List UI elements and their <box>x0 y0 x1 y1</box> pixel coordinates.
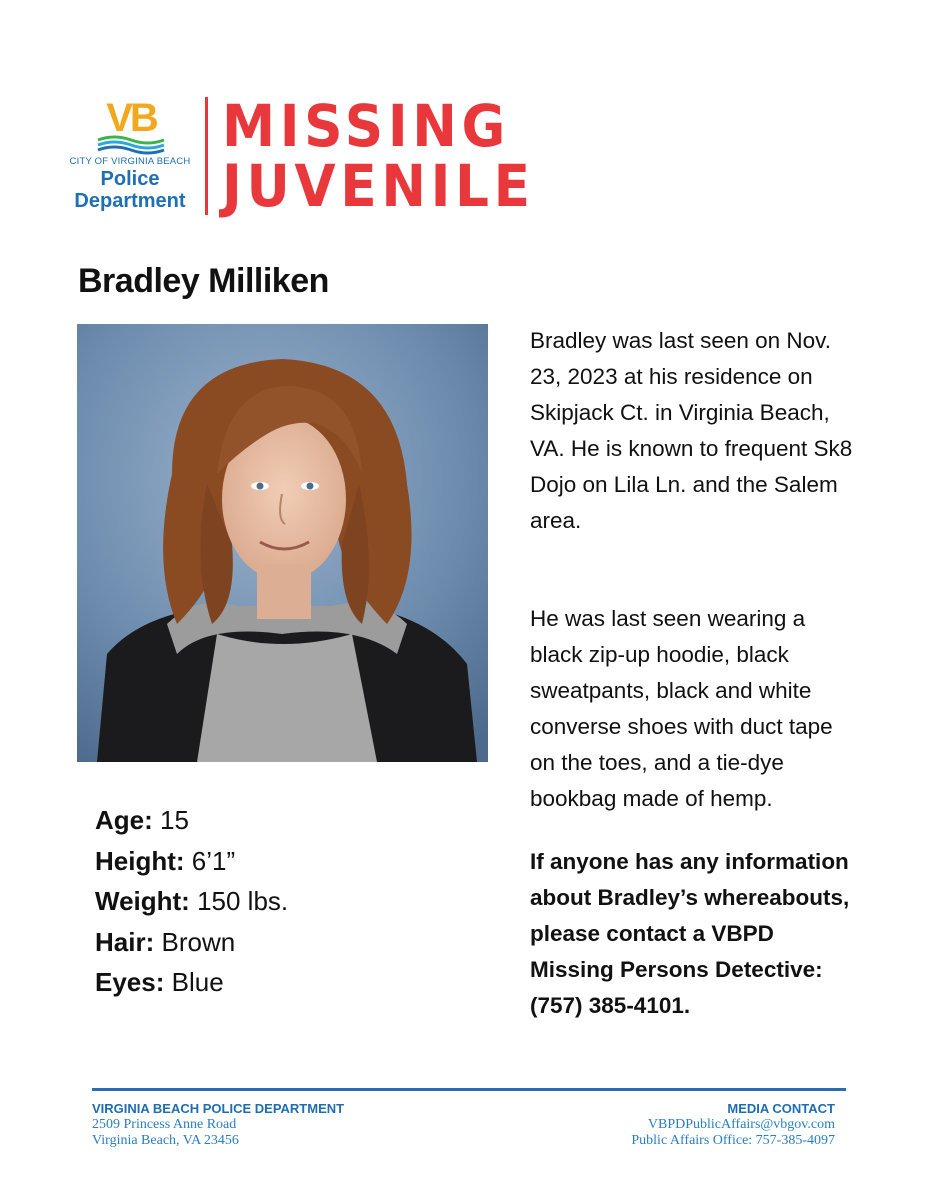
footer-phone: Public Affairs Office: 757-385-4097 <box>631 1133 835 1148</box>
contact-paragraph: If anyone has any information about Bradley’s whereabouts, please contact a VBPD Missing Persons Detective: (757) 385-4101. <box>530 849 850 1018</box>
clothing-paragraph: He was last seen wearing a black zip-up hoodie, black sweatpants, black and white converse shoes with duct tape on the toes, and a tie-dye bookbag made of hemp. <box>530 606 833 811</box>
footer-street: 2509 Princess Anne Road <box>92 1117 237 1132</box>
person-name: Bradley Milliken <box>78 262 329 300</box>
stat-label: Height: <box>95 845 185 876</box>
last-seen-paragraph: Bradley was last seen on Nov. 23, 2023 at his residence on Skipjack Ct. in Virginia Beach, VA. He is known to frequent Sk8 Dojo on Lila Ln. and the Salem area. <box>530 328 853 533</box>
stat-label: Eyes: <box>95 967 165 997</box>
logo-police-text: Police <box>100 168 160 190</box>
stat-value: 150 lbs. <box>197 886 289 916</box>
stats-list <box>95 800 425 1003</box>
footer-rule <box>92 1088 846 1091</box>
stat-value: 6’1” <box>191 845 236 876</box>
footer-dept-title: VIRGINIA BEACH POLICE DEPARTMENT <box>92 1101 345 1116</box>
stat-label: Age: <box>95 805 153 835</box>
footer-media-title: MEDIA CONTACT <box>727 1101 835 1116</box>
footer-media-contact <box>631 1101 835 1149</box>
stat-label: Hair: <box>95 926 155 957</box>
stat-label: Weight: <box>95 886 190 916</box>
vb-mark <box>96 98 166 154</box>
stat-value: 15 <box>160 805 189 835</box>
person-photo <box>77 324 488 762</box>
stat-height <box>95 841 425 882</box>
header-divider <box>205 97 208 215</box>
headline-juvenile: JUVENILE <box>222 152 535 220</box>
stat-hair <box>95 922 425 963</box>
footer-email-link[interactable]: VBPDPublicAffairs@vbgov.com <box>647 1117 835 1132</box>
headline-missing: MISSING <box>222 92 510 160</box>
stat-age <box>95 800 425 841</box>
stat-weight <box>95 881 425 922</box>
stat-value: Brown <box>161 926 236 957</box>
stat-eyes <box>95 962 425 1003</box>
vb-letters: VB <box>106 96 156 140</box>
vbpd-logo <box>62 98 198 218</box>
logo-department-text: Department <box>74 190 186 212</box>
footer-city: Virginia Beach, VA 23456 <box>92 1133 239 1148</box>
logo-city-text: CITY OF VIRGINIA BEACH <box>69 156 191 167</box>
wave-icon <box>96 134 166 156</box>
footer-address <box>92 1101 344 1149</box>
stat-value: Blue <box>171 967 224 997</box>
